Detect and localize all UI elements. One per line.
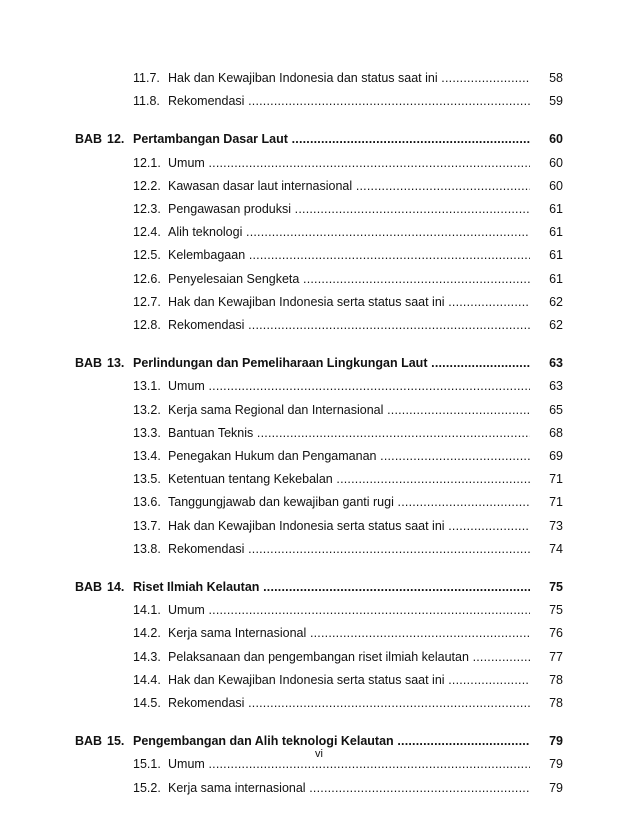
section-number: 12.4. [133,225,161,240]
toc-section-row [0,446,638,466]
section-title: Hak dan Kewajiban Indonesia serta status saat ini ..... [168,516,530,536]
section-title: Kawasan dasar laut internasional ..... [168,176,530,196]
toc-section-row [0,68,638,88]
toc-section-row [0,670,638,690]
section-number: 12.7. [133,294,161,309]
chapter-number: 15. [107,734,125,749]
section-number: 13.2. [133,402,161,417]
section-title: Rekomendasi ..... [168,91,530,111]
toc-section-row [0,222,638,242]
page-ref: 71 [549,472,563,487]
section-number: 13.4. [133,449,161,463]
section-number: 13.3. [133,425,161,440]
section-number: 13.5. [133,472,161,487]
toc-section-row [0,600,638,620]
page-ref: 60 [549,132,563,147]
chapter-number: 14. [107,580,125,594]
section-number: 15.2. [133,780,161,795]
section-number: 13.1. [133,379,161,394]
section-number: 13.7. [133,518,161,533]
page-ref: 79 [549,780,563,795]
section-title: Kerja sama Internasional ..... [168,623,530,643]
page-ref: 60 [549,155,563,170]
section-title: Hak dan Kewajiban Indonesia dan status saat ini ..... [168,68,530,88]
toc-section-row [0,623,638,643]
section-number: 14.2. [133,626,161,641]
section-title: Kerja sama internasional ..... [168,778,530,798]
section-title: Alih teknologi ..... [168,222,530,242]
chapter-number: 12. [107,132,125,147]
section-title: Tanggungjawab dan kewajiban ganti rugi ..... [168,492,530,512]
section-title: Penegakan Hukum dan Pengamanan ..... [168,446,530,466]
page-ref: 74 [549,541,563,556]
page-ref: 61 [549,225,563,240]
page-number: vi [315,748,323,760]
section-title: Pengawasan produksi ..... [168,199,530,219]
chapter-title: Perlindungan dan Pemeliharaan Lingkungan Laut ..... [133,353,530,373]
section-number: 11.8. [133,94,160,109]
section-number: 14.5. [133,696,161,710]
toc-section-row [0,492,638,512]
toc-section-row [0,292,638,312]
section-title: Ketentuan tentang Kekebalan ..... [168,469,530,489]
page-ref: 61 [549,271,563,286]
section-title: Penyelesaian Sengketa ..... [168,269,530,289]
page-ref: 75 [549,580,563,594]
section-title: Hak dan Kewajiban Indonesia serta status saat ini ..... [168,670,530,690]
page-ref: 79 [549,757,563,772]
toc-section-row [0,245,638,265]
section-number: 12.5. [133,248,161,263]
toc-section-row [0,153,638,173]
page-ref: 68 [549,425,563,440]
page-ref: 60 [549,178,563,193]
chapter-prefix: BAB [75,132,103,147]
section-number: 12.2. [133,178,161,193]
toc-section-row [0,199,638,219]
section-title: Kerja sama Regional dan Internasional ..... [168,400,530,420]
page-ref: 76 [549,626,563,641]
section-title: Rekomendasi ..... [168,693,530,713]
page-ref: 62 [549,318,563,332]
section-title: Kelembagaan ..... [168,245,530,265]
chapter-prefix: BAB [75,734,103,749]
chapter-number: 13. [107,356,125,371]
chapter-prefix: BAB [75,580,103,594]
page-ref: 61 [549,202,563,216]
page-ref: 62 [549,294,563,309]
toc-section-row [0,315,638,335]
toc-chapter-row [0,353,638,373]
section-number: 12.1. [133,155,161,170]
page-ref: 61 [549,248,563,263]
chapter-title: Pengembangan dan Alih teknologi Kelautan ..... [133,731,530,751]
toc-section-row [0,269,638,289]
chapter-title: Pertambangan Dasar Laut ..... [133,129,530,149]
section-number: 15.1. [133,757,161,772]
section-number: 12.8. [133,318,161,332]
section-number: 13.6. [133,495,161,510]
section-title: Rekomendasi ..... [168,315,530,335]
page-ref: 75 [549,603,563,618]
toc-section-row [0,539,638,559]
toc-chapter-row [0,129,638,149]
section-title: Bantuan Teknis ..... [168,423,530,443]
section-number: 13.8. [133,541,161,556]
page-ref: 63 [549,356,563,371]
chapter-prefix: BAB [75,356,103,371]
toc-section-row [0,516,638,536]
toc-section-row [0,423,638,443]
toc-chapter-row [0,577,638,597]
section-number: 11.7. [133,71,160,85]
page-ref: 65 [549,402,563,417]
section-number: 14.1. [133,603,161,618]
page-ref: 63 [549,379,563,394]
toc-section-row [0,469,638,489]
toc-section-row [0,647,638,667]
section-title: Umum ..... [168,600,530,620]
section-title: Umum ..... [168,376,530,396]
section-title: Umum ..... [168,754,530,774]
page-ref: 73 [549,518,563,533]
toc-section-row [0,376,638,396]
section-title: Pelaksanaan dan pengembangan riset ilmiah kelautan ..... [168,647,530,667]
page-ref: 79 [549,734,563,749]
toc-section-row [0,693,638,713]
toc-section-row [0,176,638,196]
toc-section-row [0,91,638,111]
section-number: 14.4. [133,672,161,687]
page-ref: 58 [549,71,563,85]
section-number: 12.6. [133,271,161,286]
chapter-title: Riset Ilmiah Kelautan ..... [133,577,530,597]
toc-section-row [0,778,638,798]
page-ref: 77 [549,649,563,664]
page-ref: 59 [549,94,563,109]
page-ref: 78 [549,696,563,710]
page-ref: 78 [549,672,563,687]
section-number: 12.3. [133,202,161,216]
section-title: Umum ..... [168,153,530,173]
toc-section-row [0,400,638,420]
section-title: Rekomendasi ..... [168,539,530,559]
section-title: Hak dan Kewajiban Indonesia serta status saat ini ..... [168,292,530,312]
page-ref: 71 [549,495,563,510]
page-ref: 69 [549,449,563,463]
section-number: 14.3. [133,649,161,664]
